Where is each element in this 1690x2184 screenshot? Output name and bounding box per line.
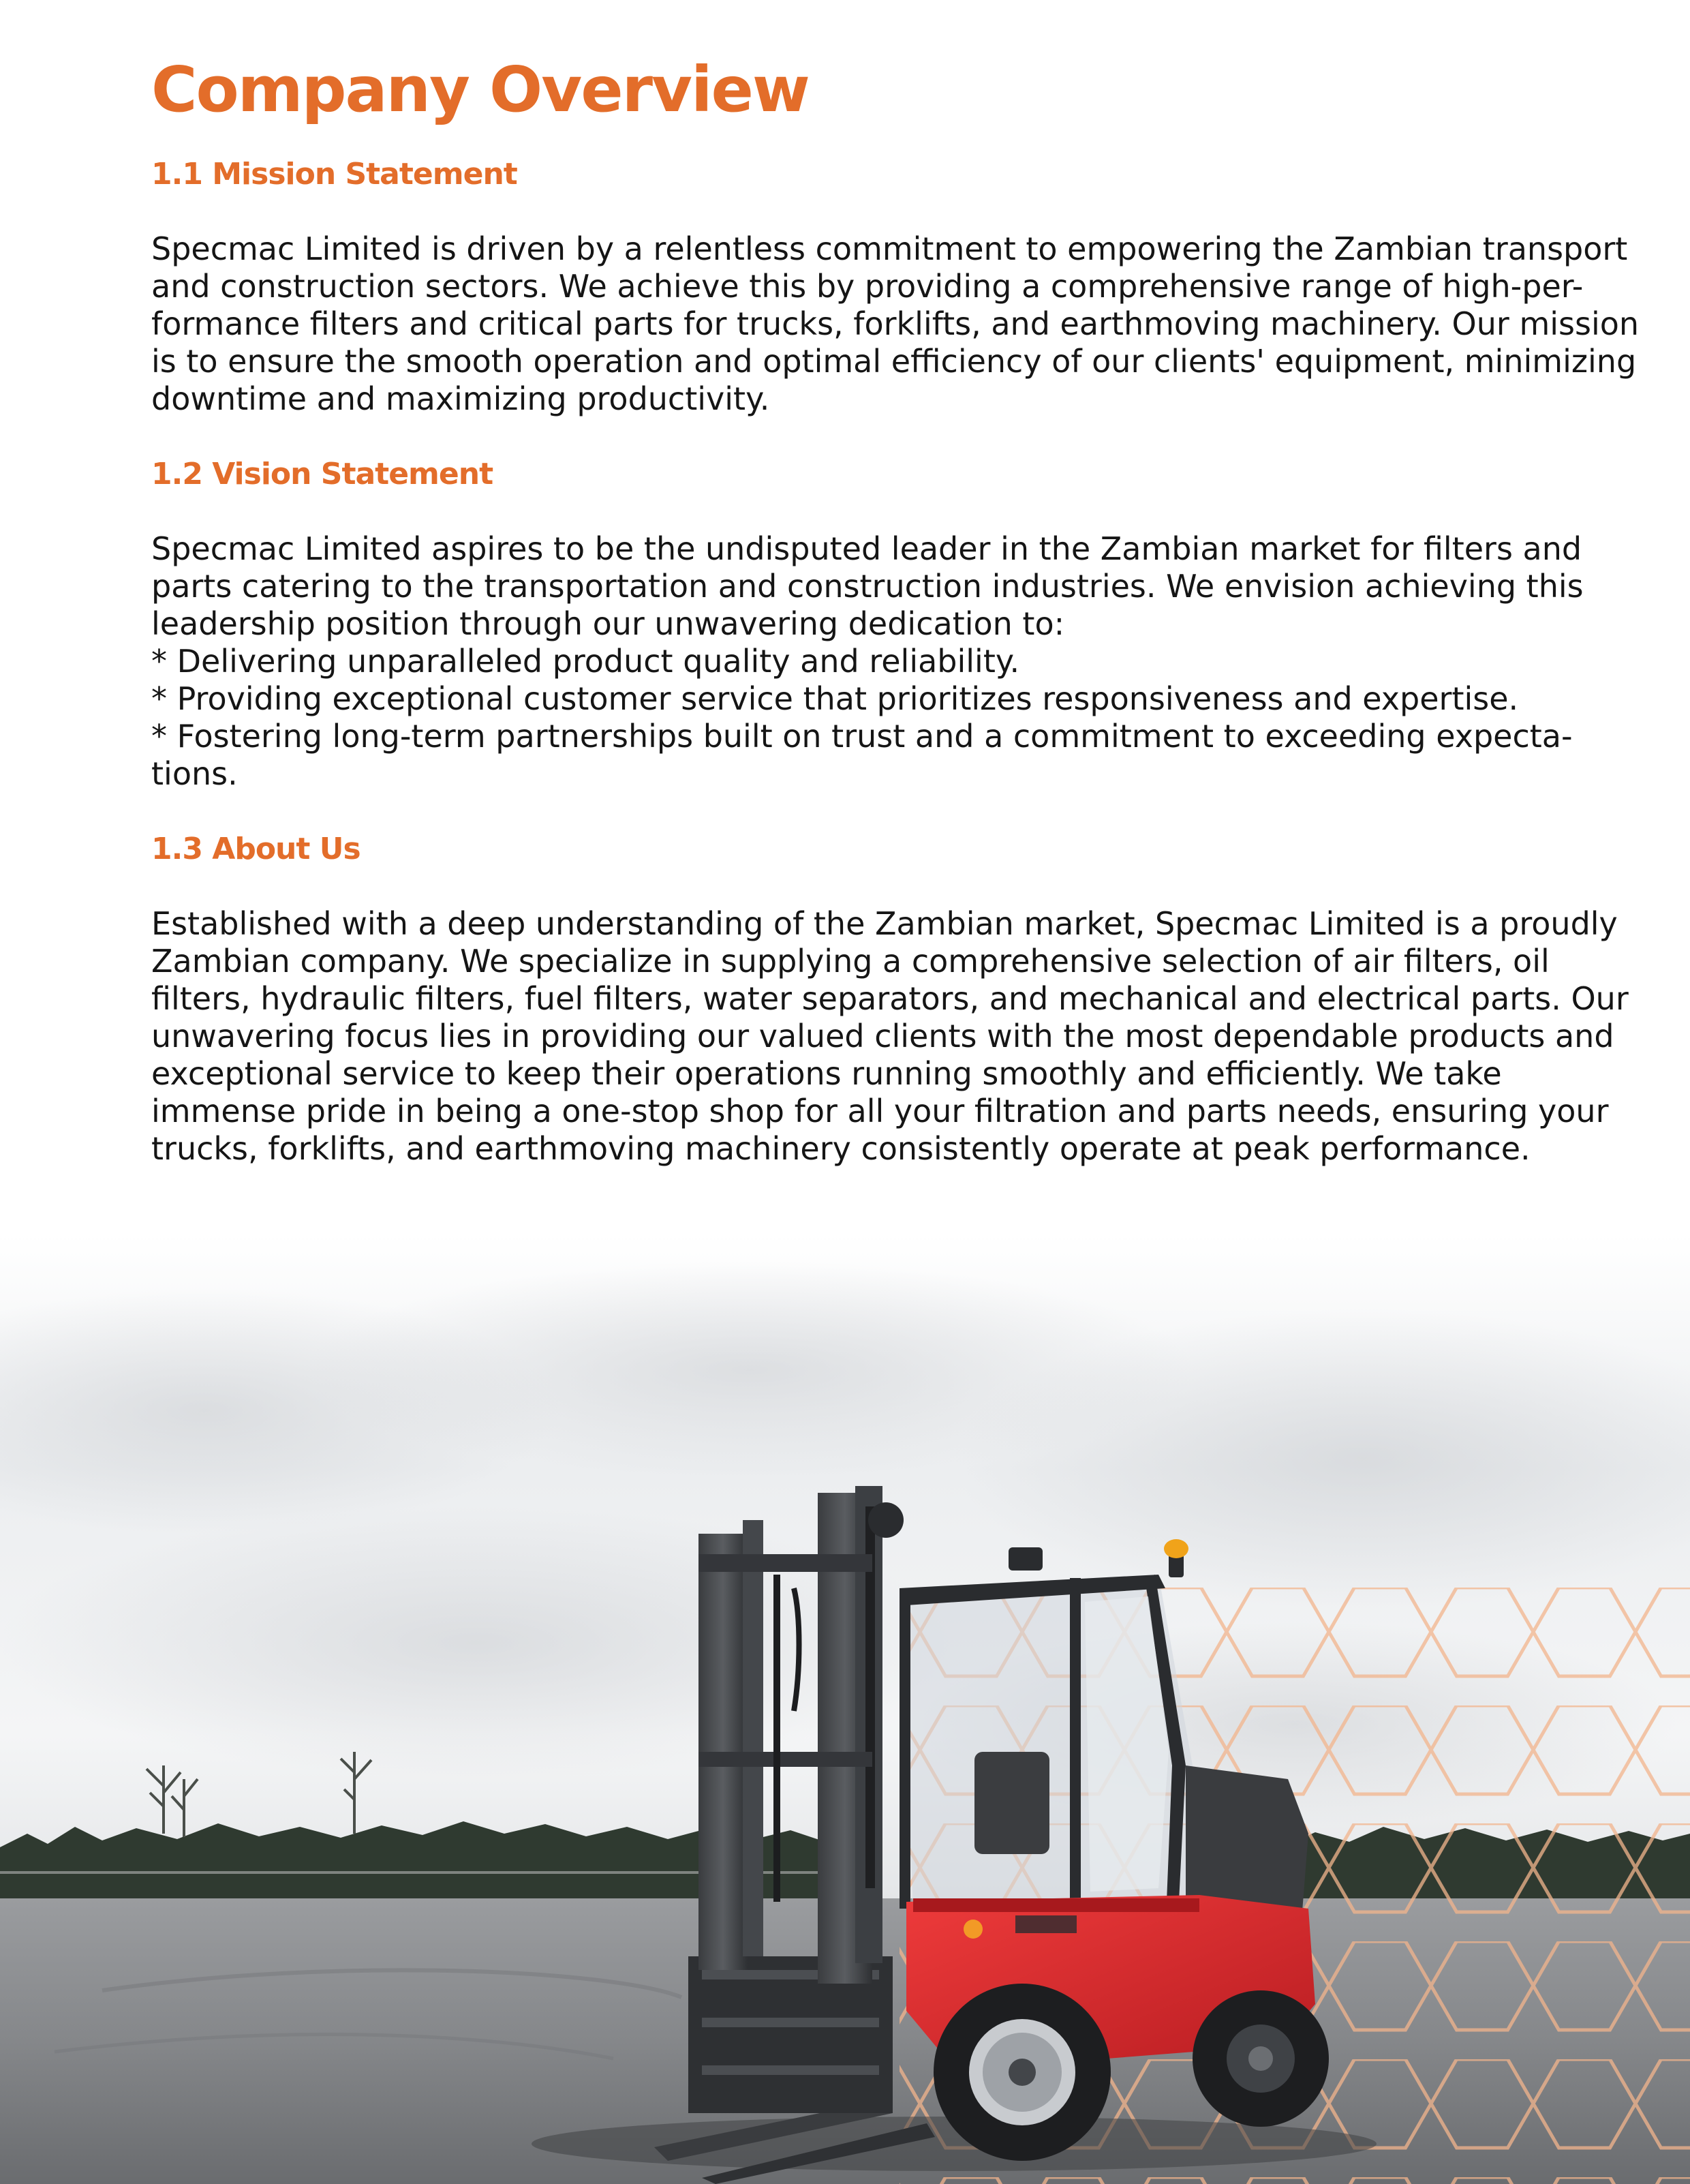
about-line: Zambian company. We specialize in supplying a comprehensive selection of air filters, oil <box>151 943 1550 980</box>
vision-line: * Delivering unparalleled product quality and reliability. <box>151 643 1020 680</box>
page-title: Company Overview <box>151 53 809 126</box>
mission-line: and construction sectors. We achieve this by providing a comprehensive range of high-per- <box>151 268 1584 305</box>
forklift-photo <box>0 1234 1690 2184</box>
vision-line: Specmac Limited aspires to be the undisputed leader in the Zambian market for filters and <box>151 530 1582 567</box>
mission-line: Specmac Limited is driven by a relentless commitment to empowering the Zambian transport <box>151 230 1628 267</box>
vision-line: * Fostering long-term partnerships built on trust and a commitment to exceeding expecta- <box>151 718 1573 755</box>
vision-line: parts catering to the transportation and construction industries. We envision achieving this <box>151 568 1584 605</box>
mission-heading: 1.1 Mission Statement <box>151 157 517 192</box>
about-line: immense pride in being a one-stop shop for all your filtration and parts needs, ensuring your <box>151 1093 1609 1129</box>
about-line: unwavering focus lies in providing our valued clients with the most dependable products and <box>151 1018 1614 1055</box>
vision-line: leadership position through our unwavering dedication to: <box>151 605 1065 642</box>
mission-paragraph <box>151 230 1640 418</box>
vision-line: * Providing exceptional customer service that prioritizes responsiveness and expertise. <box>151 680 1519 717</box>
mission-line: downtime and maximizing productivity. <box>151 380 770 417</box>
about-line: trucks, forklifts, and earthmoving machinery consistently operate at peak performance. <box>151 1130 1531 1167</box>
about-heading: 1.3 About Us <box>151 832 360 866</box>
about-line: exceptional service to keep their operations running smoothly and efficiently. We take <box>151 1055 1502 1092</box>
vision-line: tions. <box>151 755 238 792</box>
mission-line: formance filters and critical parts for trucks, forklifts, and earthmoving machinery. Our mission <box>151 305 1640 342</box>
vision-heading: 1.2 Vision Statement <box>151 457 493 491</box>
about-paragraph <box>151 905 1629 1168</box>
about-line: Established with a deep understanding of the Zambian market, Specmac Limited is a proudly <box>151 905 1618 942</box>
about-line: filters, hydraulic filters, fuel filters, water separators, and mechanical and electrical parts. Our <box>151 980 1629 1017</box>
vision-paragraph <box>151 530 1623 793</box>
mission-line: is to ensure the smooth operation and optimal efficiency of our clients' equipment, minimizing <box>151 343 1637 380</box>
